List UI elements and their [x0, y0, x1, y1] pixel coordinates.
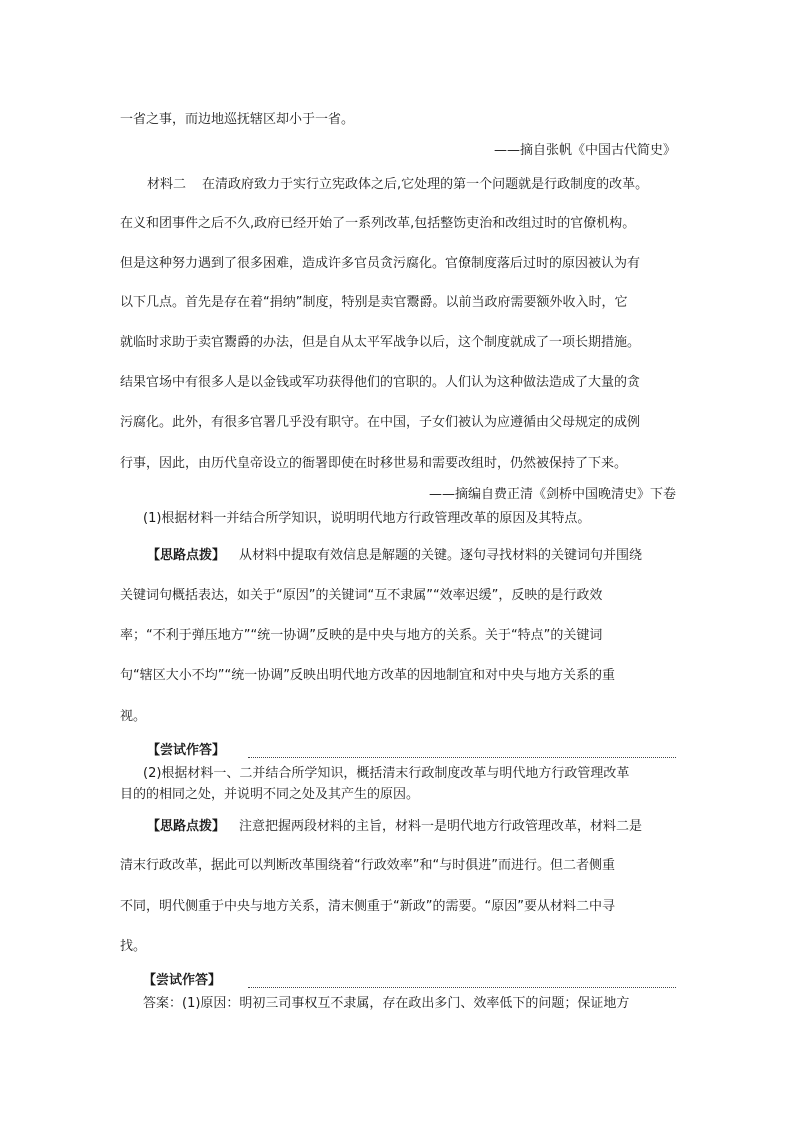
- material-two-line-3: 但是这种努力遇到了很多困难，造成许多官员贪污腐化。官僚制度落后过时的原因被认为有: [120, 256, 641, 271]
- hint-one-label: 【思路点拨】: [147, 548, 226, 563]
- material-two-line-5: 就临时求助于卖官鬻爵的办法，但是自从太平军战争以后，这个制度就成了一项长期措施。: [120, 335, 641, 350]
- attempt-label-two: 【尝试作答】: [143, 973, 222, 988]
- hint-one-line-1: [147, 547, 676, 565]
- material-one-tail: 一省之事，而边地巡抚辖区却小于一省。: [120, 112, 355, 127]
- source-citation-one: ——摘自张帆《中国古代简史》: [493, 143, 676, 158]
- material-two-line-8: 行事，因此，由历代皇帝设立的衙署即使在时移世易和需要改组时，仍然被保持了下来。: [120, 456, 628, 471]
- hint-two-line-4: 找。: [120, 939, 147, 954]
- hint-one-line-5: 视。: [120, 709, 147, 724]
- material-two-line-1: [147, 176, 676, 194]
- hint-one-line-2: 关键词句概括表达，如关于“原因”的关键词“互不隶属”“效率迟缓”，反映的是行政效: [120, 588, 603, 603]
- material-two-line-6: 结果官场中有很多人是以金钱或军功获得他们的官职的。人们认为这种做法造成了大量的贪: [120, 375, 641, 390]
- attempt-label-one: 【尝试作答】: [147, 743, 226, 758]
- source-citation-two: ——摘编自费正清《剑桥中国晚清史》下卷: [428, 487, 676, 502]
- hint-one-line-4: 句“辖区大小不均”“统一协调”反映出明代地方改革的因地制宜和对中央与地方关系的重: [120, 668, 615, 683]
- question-two-line-2: 目的的相同之处，并说明不同之处及其产生的原因。: [120, 787, 420, 802]
- answer-blank-one[interactable]: [248, 757, 676, 758]
- material-two-line-2: 在义和团事件之后不久,政府已经开始了一系列改革,包括整饬吏治和改组过时的官僚机构。: [120, 216, 636, 231]
- hint-one-line-3: 率；“不利于弹压地方”“统一协调”反映的是中央与地方的关系。关于“特点”的关键词: [120, 628, 603, 643]
- hint-two-line-2: 清末行政改革，据此可以判断改革围绕着“行政效率”和“与时俱进”而进行。但二者侧重: [120, 858, 615, 873]
- material-two-line-4: 以下几点。首先是存在着“捐纳”制度，特别是卖官鬻爵。以前当政府需要额外收入时，它: [120, 295, 628, 310]
- material-two-label: 材料二: [147, 177, 187, 192]
- answer-line-1: 答案：(1)原因：明初三司事权互不隶属，存在政出多门、效率低下的问题；保证地方: [143, 996, 630, 1011]
- hint-one-text: 从材料中提取有效信息是解题的关键。逐句寻找材料的关键词句并围绕: [239, 548, 643, 563]
- material-two-text: 在清政府致力于实行立宪政体之后,它处理的第一个问题就是行政制度的改革。: [202, 177, 649, 192]
- answer-blank-two[interactable]: [248, 987, 676, 988]
- hint-two-text: 注意把握两段材料的主旨，材料一是明代地方行政管理改革，材料二是: [239, 819, 643, 834]
- hint-two-line-1: [147, 818, 676, 836]
- question-two-line-1: (2)根据材料一、二并结合所学知识，概括清末行政制度改革与明代地方行政管理改革: [143, 766, 630, 781]
- question-one: (1)根据材料一并结合所学知识，说明明代地方行政管理改革的原因及其特点。: [143, 511, 591, 526]
- hint-two-line-3: 不同，明代侧重于中央与地方关系，清末侧重于“新政”的需要。“原因”要从材料二中寻: [120, 899, 615, 914]
- material-two-line-7: 污腐化。此外，有很多官署几乎没有职守。在中国，子女们被认为应遵循由父母规定的成例: [120, 415, 641, 430]
- hint-two-label: 【思路点拨】: [147, 819, 226, 834]
